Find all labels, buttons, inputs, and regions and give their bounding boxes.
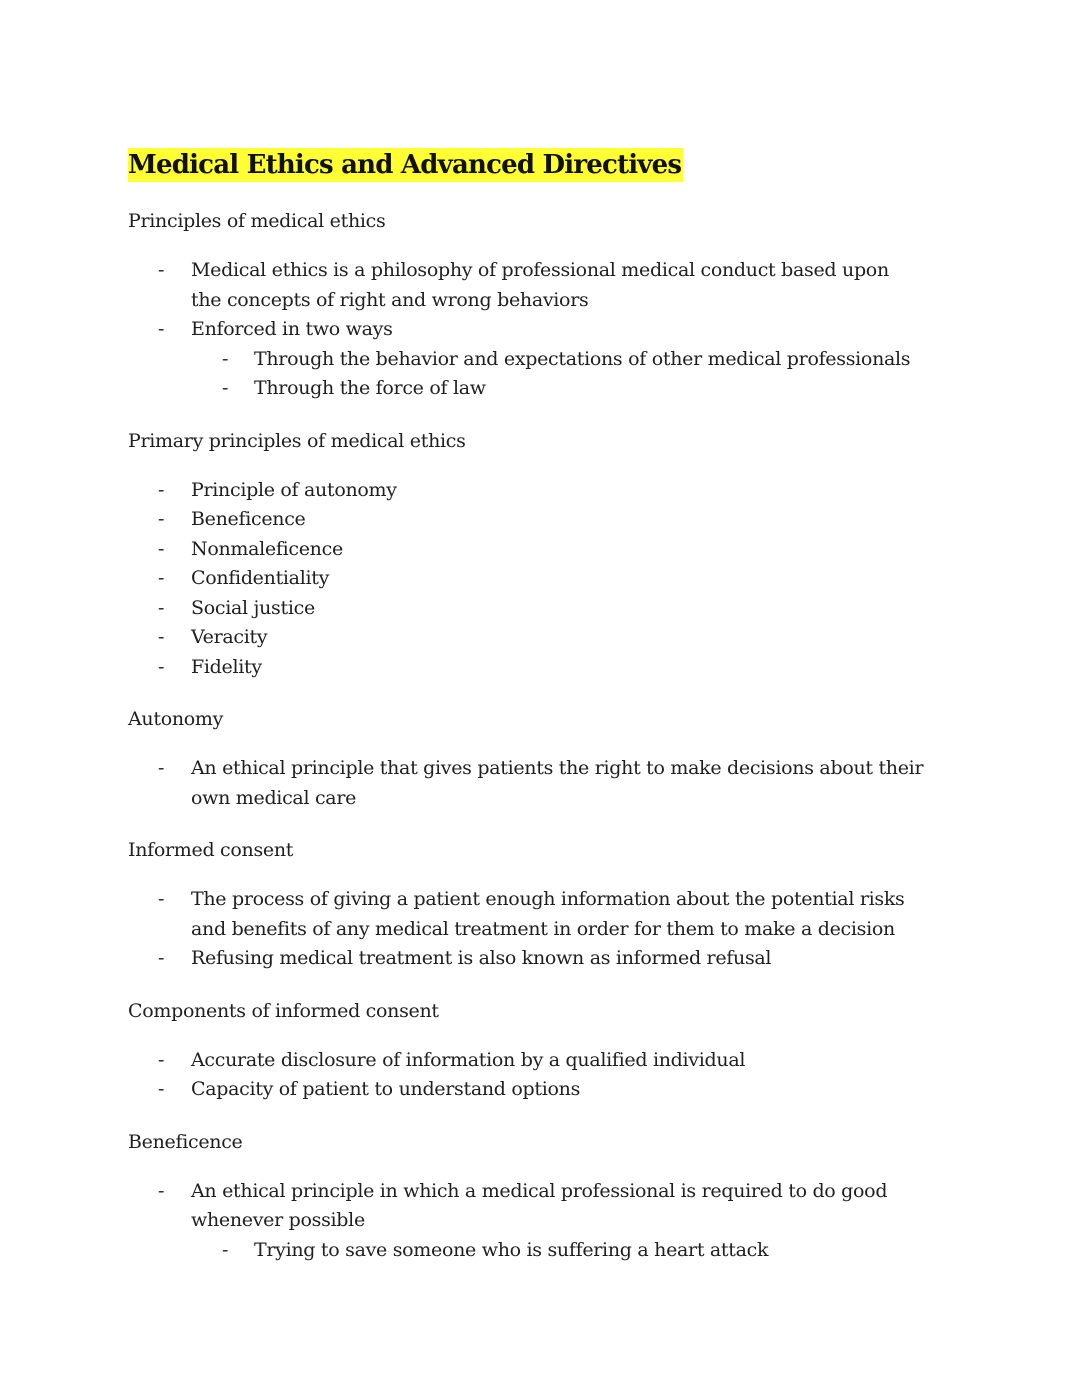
section-autonomy [128,704,948,813]
bullet-list [128,476,948,683]
list-item: - Medical ethics is a philosophy of professional medical conduct based upon the concepts of right and wrong behaviors [128,256,891,315]
sub-bullet-list [128,1236,948,1266]
nested-list-container [128,345,948,404]
list-item: - Social justice [128,594,948,624]
section-beneficence [128,1127,948,1266]
section-heading: Components of informed consent [128,999,439,1022]
sub-list-item: - Trying to save someone who is suffering a heart attack [127,1236,948,1266]
list-item: - Fidelity [128,653,948,683]
section-informed-consent [128,835,948,974]
sub-list-item: - Through the behavior and expectations of other medical professionals [127,345,948,375]
section-primary-principles [128,426,948,683]
section-heading: Informed consent [128,839,294,861]
bullet-list [128,885,948,974]
bullet-list [128,1177,948,1266]
document-title: Medical Ethics and Advanced Directives [128,150,682,180]
section-heading: Principles of medical ethics [128,210,386,232]
list-item: - The process of giving a patient enough information about the potential risks and benefits of any medical treatment in order for them to make a decision [128,885,911,944]
nested-list-container [128,1236,948,1266]
bullet-list [128,754,948,813]
section-principles [128,206,948,404]
list-item: - Veracity [128,623,948,653]
bullet-list [128,256,948,404]
section-heading: Autonomy [128,708,224,730]
bullet-list [128,1046,948,1105]
section-heading: Primary principles of medical ethics [128,429,466,452]
document-page [128,148,948,1287]
section-components-informed-consent [128,996,948,1105]
sub-list-item: - Through the force of law [127,374,948,404]
list-item: - Refusing medical treatment is also known as informed refusal [128,944,948,974]
list-item: - Confidentiality [128,564,948,594]
list-item: - An ethical principle that gives patients the right to make decisions about their own medical care [128,754,931,813]
list-item: - Capacity of patient to understand options [128,1075,948,1105]
list-item: - Principle of autonomy [128,476,948,506]
sub-bullet-list [128,345,948,404]
list-item: - An ethical principle in which a medical professional is required to do good whenever possible [128,1177,951,1236]
list-item: - Nonmaleficence [128,535,948,565]
section-heading: Beneficence [128,1130,243,1153]
list-item: - Accurate disclosure of information by a qualified individual [128,1046,948,1076]
list-item: - Beneficence [128,505,948,535]
list-item: - Enforced in two ways [128,315,948,345]
